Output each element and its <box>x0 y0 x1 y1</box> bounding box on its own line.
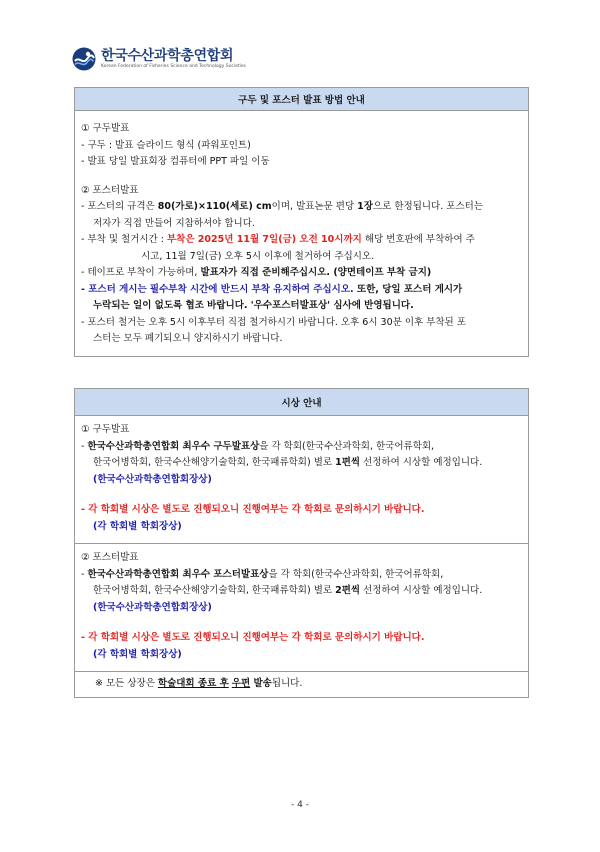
logo-name-korean: 한국수산과학총연합회 <box>101 47 234 64</box>
presentation-method-title: 구두 및 포스터 발표 방법 안내 <box>75 88 529 111</box>
awards-title: 시상 안내 <box>75 389 529 416</box>
awards-note: ※ 모든 상장은 학술대회 종료 후 우편 발송됩니다. <box>95 678 303 689</box>
awards-oral-item-2: - 각 학회별 시상은 별도로 진행되오니 진행여부는 각 학회로 문의하시기 바랍니다. <box>81 504 425 515</box>
poster-item-5-cont: 스터는 모두 폐기되오니 양지하시기 바랍니다. <box>93 333 283 344</box>
logo <box>72 45 246 73</box>
poster-item-2-cont: 시고, 11월 7일(금) 오후 5시 이후에 철거하여 주십시오. <box>141 250 375 262</box>
logo-name-english: Korean Federation of Fisheries Science and Technology Societies <box>101 63 246 69</box>
poster-item-4-cont: 누락되는 일이 없도록 협조 바랍니다. '우수포스터발표상' 심사에 반영됩니다. <box>93 300 414 311</box>
awards-oral-item-1: - 한국수산과학총연합회 최우수 구두발표상을 각 학회(한국수산과학회, 한국어류학회, <box>81 440 435 452</box>
poster-item-4: - 포스터 게시는 필수부착 시간에 반드시 부착 유지하여 주십시오. 또한, 당일 포스터 게시가 <box>81 283 463 295</box>
awards-oral-society-prize: (각 학회별 학회장상) <box>93 520 182 532</box>
oral-heading: ① 구두발표 <box>81 123 130 134</box>
awards-poster-society-prize: (각 학회별 학회장상) <box>93 648 182 660</box>
awards-oral-heading: ① 구두발표 <box>81 424 130 435</box>
awards-note-section <box>75 672 529 698</box>
awards-poster-item-1-cont: 한국어병학회, 한국수산해양기술학회, 한국패류학회) 별로 2편씩 선정하여 시상할 예정입니다. <box>93 585 483 596</box>
awards-poster-item-1: - 한국수산과학총연합회 최우수 포스터발표상을 각 학회(한국수산과학회, 한국어류학회, <box>81 568 444 580</box>
awards-oral-section <box>75 416 529 544</box>
awards-poster-section <box>75 544 529 672</box>
poster-heading: ② 포스터발표 <box>81 184 139 196</box>
awards-poster-prize-name: (한국수산과학총연합회장상) <box>93 601 212 613</box>
poster-item-2: - 부착 및 철거시간 : 부착은 2025년 11월 7일(금) 오전 10시까지 해당 번호판에 부착하여 주 <box>81 234 475 245</box>
awards-oral-item-1-cont: 한국어병학회, 한국수산해양기술학회, 한국패류학회) 별로 1편씩 선정하여 시상할 예정입니다. <box>93 457 483 468</box>
poster-item-5: - 포스터 철거는 오후 5시 이후부터 직접 철거하시기 바랍니다. 오후 6시 30분 이후 부착된 포 <box>81 316 466 328</box>
presentation-method-box <box>74 87 529 357</box>
oral-item-2: - 발표 당일 발표회장 컴퓨터에 PPT 파일 이동 <box>81 156 270 167</box>
poster-item-1: - 포스터의 규격은 80(가로)×110(세로) cm이며, 발표논문 편당 1장으로 한정됩니다. 포스터는 <box>81 201 483 212</box>
oral-item-1: - 구두 : 발표 슬라이드 형식 (파워포인트) <box>81 139 251 151</box>
awards-oral-prize-name: (한국수산과학총연합회장상) <box>93 473 212 485</box>
awards-box <box>74 388 529 698</box>
poster-item-1-cont: 저자가 직접 만들어 지참하셔야 합니다. <box>93 217 255 229</box>
federation-emblem-icon <box>72 47 96 71</box>
awards-poster-item-2: - 각 학회별 시상은 별도로 진행되오니 진행여부는 각 학회로 문의하시기 바랍니다. <box>81 632 425 643</box>
presentation-method-content <box>75 111 529 357</box>
awards-poster-heading: ② 포스터발표 <box>81 552 139 563</box>
poster-item-3: - 테이프로 부착이 가능하며, 발표자가 직접 준비해주십시오. (양면테이프 부착 금지) <box>81 267 432 278</box>
page-number: - 4 - <box>291 800 309 810</box>
